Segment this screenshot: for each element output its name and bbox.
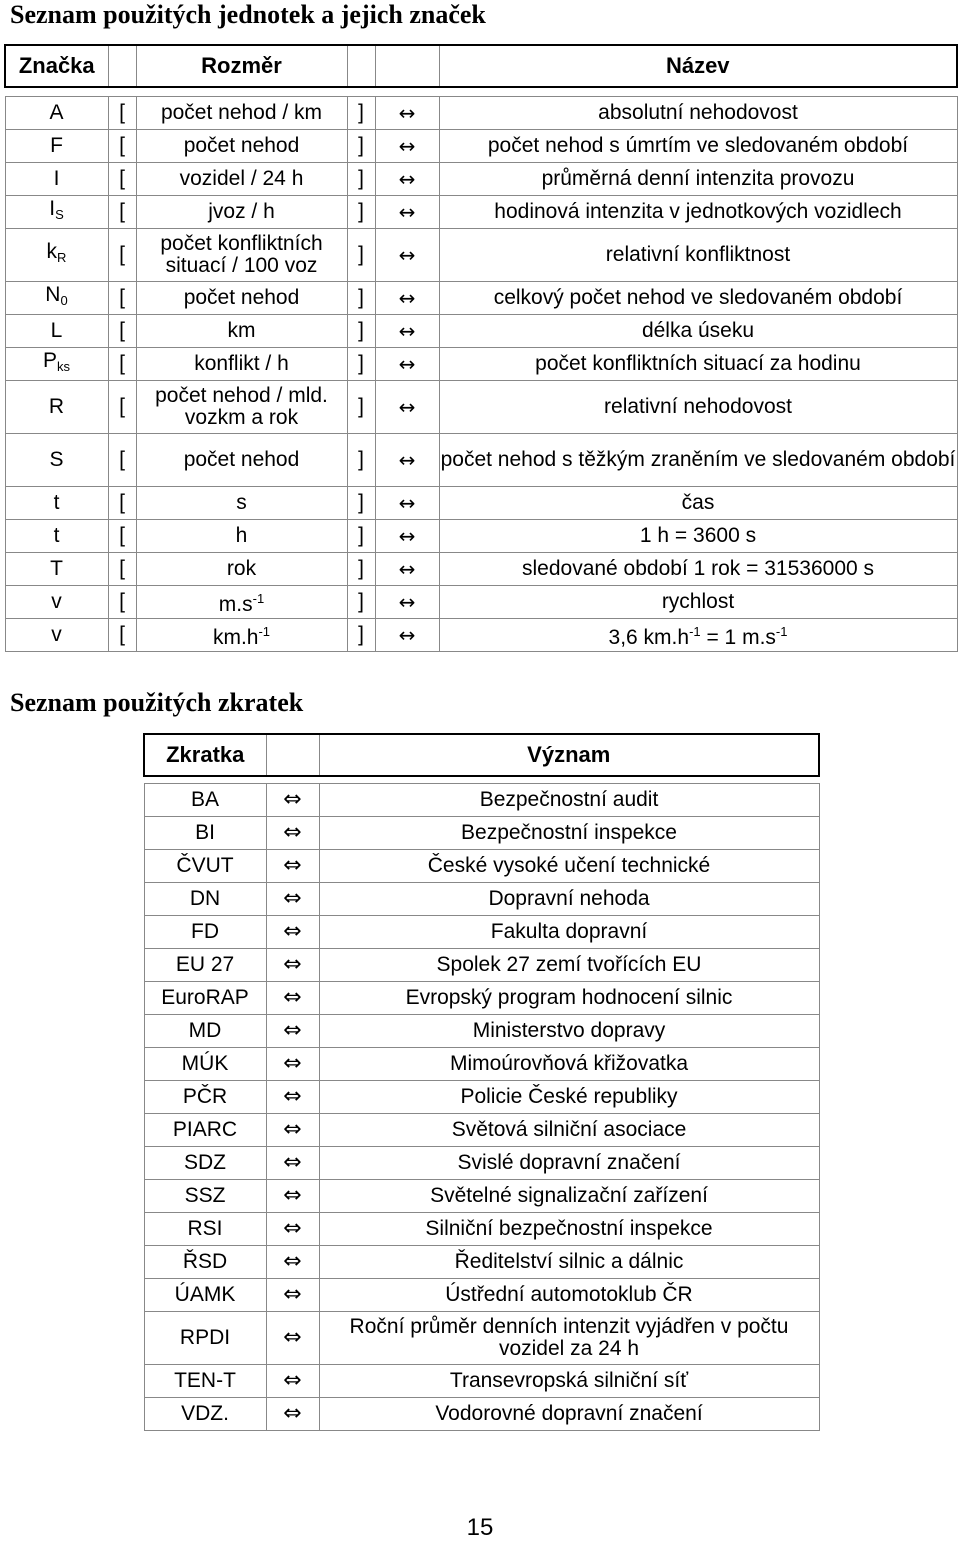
abbreviation: PČR — [144, 1081, 266, 1114]
double-arrow-icon: ⇔ — [266, 883, 319, 916]
abbreviation: RPDI — [144, 1312, 266, 1365]
abbreviation-meaning: Silniční bezpečnostní inspekce — [319, 1213, 819, 1246]
abbreviation: BI — [144, 817, 266, 850]
unit-name: počet konfliktních situací za hodinu — [439, 348, 957, 381]
unit-name: 3,6 $km.h^{-1} = 1$ $m.s^{-1}$ — [439, 619, 957, 652]
double-arrow-icon: ⇔ — [266, 1312, 319, 1365]
open-bracket: [ — [108, 586, 136, 619]
unit-symbol: $P_{ks}$ — [5, 348, 108, 381]
abbreviation-row — [144, 1312, 819, 1365]
abbreviation-meaning: Evropský program hodnocení silnic — [319, 982, 819, 1015]
unit-symbol: $I_S$ — [5, 196, 108, 229]
unit-name: absolutní nehodovost — [439, 97, 957, 130]
abbreviation: MD — [144, 1015, 266, 1048]
open-bracket: [ — [108, 619, 136, 652]
abbreviation-row — [144, 1365, 819, 1398]
unit-row — [5, 315, 957, 348]
abbreviation-row — [144, 1398, 819, 1431]
unit-name: počet nehod s těžkým zraněním ve sledovaném období — [439, 434, 957, 487]
abbreviation: ČVUT — [144, 850, 266, 883]
unit-symbol: F — [5, 130, 108, 163]
abbreviation-row — [144, 1015, 819, 1048]
abbreviation-meaning: Spolek 27 zemí tvořících EU — [319, 949, 819, 982]
abbreviation-meaning: Svislé dopravní značení — [319, 1147, 819, 1180]
abbreviation: DN — [144, 883, 266, 916]
abbreviation: PIARC — [144, 1114, 266, 1147]
abbreviation-row — [144, 1279, 819, 1312]
open-bracket: [ — [108, 520, 136, 553]
open-bracket: [ — [108, 315, 136, 348]
unit-dimension: počet nehod — [136, 282, 347, 315]
abbreviation: MÚK — [144, 1048, 266, 1081]
double-arrow-icon: ⇔ — [266, 1048, 319, 1081]
abbreviation-meaning: Transevropská silniční síť — [319, 1365, 819, 1398]
abbreviation-meaning: Bezpečnostní audit — [319, 784, 819, 817]
unit-name: celkový počet nehod ve sledovaném období — [439, 282, 957, 315]
abbreviation: TEN-T — [144, 1365, 266, 1398]
unit-symbol: v — [5, 619, 108, 652]
open-bracket: [ — [108, 282, 136, 315]
abbreviation: EU 27 — [144, 949, 266, 982]
unit-row — [5, 348, 957, 381]
abbreviation-row — [144, 1180, 819, 1213]
unit-symbol: S — [5, 434, 108, 487]
unit-dimension: vozidel / 24 h — [136, 163, 347, 196]
unit-dimension: konflikt / h — [136, 348, 347, 381]
close-bracket: ] — [347, 130, 375, 163]
abbreviation-meaning: Dopravní nehoda — [319, 883, 819, 916]
double-arrow-icon: ↔ — [375, 315, 439, 348]
double-arrow-icon: ⇔ — [266, 1114, 319, 1147]
abbreviation-row — [144, 916, 819, 949]
double-arrow-icon: ⇔ — [266, 1246, 319, 1279]
close-bracket: ] — [347, 434, 375, 487]
close-bracket: ] — [347, 348, 375, 381]
unit-name: délka úseku — [439, 315, 957, 348]
unit-name: čas — [439, 487, 957, 520]
abbreviation-row — [144, 883, 819, 916]
double-arrow-icon: ↔ — [375, 196, 439, 229]
abbreviation: VDZ. — [144, 1398, 266, 1431]
double-arrow-icon: ⇔ — [266, 850, 319, 883]
double-arrow-icon: ⇔ — [266, 1147, 319, 1180]
abbreviation: ÚAMK — [144, 1279, 266, 1312]
unit-dimension: $m.s^{-1}$ — [136, 586, 347, 619]
close-bracket: ] — [347, 619, 375, 652]
close-bracket: ] — [347, 163, 375, 196]
abbreviation-row — [144, 1114, 819, 1147]
abbreviation-meaning: Světová silniční asociace — [319, 1114, 819, 1147]
unit-symbol: $N_0$ — [5, 282, 108, 315]
header-abbreviation: Zkratka — [144, 734, 266, 776]
unit-dimension: počet nehod — [136, 434, 347, 487]
unit-dimension: $km.h^{-1}$ — [136, 619, 347, 652]
abbreviations-heading: Seznam použitých zkratek — [10, 688, 304, 717]
unit-name: hodinová intenzita v jednotkových vozidlech — [439, 196, 957, 229]
close-bracket: ] — [347, 229, 375, 282]
unit-dimension: počet nehod / mld. vozkm a rok — [136, 381, 347, 434]
open-bracket: [ — [108, 487, 136, 520]
unit-dimension: s — [136, 487, 347, 520]
unit-row — [5, 282, 957, 315]
open-bracket: [ — [108, 196, 136, 229]
double-arrow-icon: ⇔ — [266, 1180, 319, 1213]
unit-symbol: T — [5, 553, 108, 586]
unit-symbol: I — [5, 163, 108, 196]
unit-row — [5, 434, 957, 487]
unit-row — [5, 619, 957, 652]
unit-symbol: v — [5, 586, 108, 619]
abbreviation-meaning: Ředitelství silnic a dálnic — [319, 1246, 819, 1279]
unit-dimension: počet nehod — [136, 130, 347, 163]
open-bracket: [ — [108, 553, 136, 586]
unit-dimension: počet nehod / km — [136, 97, 347, 130]
double-arrow-icon: ↔ — [375, 282, 439, 315]
unit-dimension: rok — [136, 553, 347, 586]
double-arrow-icon: ⇔ — [266, 1279, 319, 1312]
unit-row — [5, 520, 957, 553]
double-arrow-icon: ↔ — [375, 487, 439, 520]
unit-row — [5, 97, 957, 130]
abbreviation-meaning: České vysoké učení technické — [319, 850, 819, 883]
double-arrow-icon: ↔ — [375, 619, 439, 652]
unit-row — [5, 196, 957, 229]
abbreviation-meaning: Bezpečnostní inspekce — [319, 817, 819, 850]
abbreviation-row — [144, 1081, 819, 1114]
open-bracket: [ — [108, 434, 136, 487]
double-arrow-icon: ⇔ — [266, 949, 319, 982]
double-arrow-icon: ↔ — [375, 130, 439, 163]
abbreviation-row — [144, 949, 819, 982]
unit-symbol: t — [5, 487, 108, 520]
abbreviation: SSZ — [144, 1180, 266, 1213]
header-dimension: Rozměr — [136, 45, 347, 87]
abbreviation-meaning: Mimoúrovňová křižovatka — [319, 1048, 819, 1081]
unit-name: rychlost — [439, 586, 957, 619]
double-arrow-icon: ⇔ — [266, 784, 319, 817]
unit-row — [5, 487, 957, 520]
unit-row — [5, 163, 957, 196]
abbreviation-row — [144, 784, 819, 817]
close-bracket: ] — [347, 381, 375, 434]
unit-row — [5, 586, 957, 619]
open-bracket: [ — [108, 229, 136, 282]
header-symbol: Značka — [5, 45, 108, 87]
double-arrow-icon: ↔ — [375, 520, 439, 553]
double-arrow-icon: ↔ — [375, 586, 439, 619]
abbreviation: BA — [144, 784, 266, 817]
unit-row — [5, 381, 957, 434]
close-bracket: ] — [347, 282, 375, 315]
abbreviation: ŘSD — [144, 1246, 266, 1279]
abbreviations-table — [143, 733, 820, 1431]
abbreviation-row — [144, 850, 819, 883]
unit-name: relativní konfliktnost — [439, 229, 957, 282]
double-arrow-icon: ⇔ — [266, 1398, 319, 1431]
abbreviation-row — [144, 817, 819, 850]
close-bracket: ] — [347, 97, 375, 130]
abbreviation: SDZ — [144, 1147, 266, 1180]
open-bracket: [ — [108, 163, 136, 196]
header-name: Název — [439, 45, 957, 87]
units-table — [4, 44, 958, 652]
abbreviation-row — [144, 982, 819, 1015]
abbreviation-meaning: Fakulta dopravní — [319, 916, 819, 949]
unit-name: průměrná denní intenzita provozu — [439, 163, 957, 196]
open-bracket: [ — [108, 381, 136, 434]
double-arrow-icon: ↔ — [375, 553, 439, 586]
double-arrow-icon: ↔ — [375, 381, 439, 434]
close-bracket: ] — [347, 586, 375, 619]
unit-dimension: jvoz / h — [136, 196, 347, 229]
open-bracket: [ — [108, 97, 136, 130]
double-arrow-icon: ↔ — [375, 163, 439, 196]
abbreviation: EuroRAP — [144, 982, 266, 1015]
abbreviation-meaning: Roční průměr denních intenzit vyjádřen v počtu vozidel za 24 h — [319, 1312, 819, 1365]
abbreviation-meaning: Policie České republiky — [319, 1081, 819, 1114]
double-arrow-icon: ↔ — [375, 434, 439, 487]
open-bracket: [ — [108, 130, 136, 163]
unit-name: relativní nehodovost — [439, 381, 957, 434]
close-bracket: ] — [347, 520, 375, 553]
abbreviation-meaning: Ústřední automotoklub ČR — [319, 1279, 819, 1312]
abbreviation-meaning: Vodorovné dopravní značení — [319, 1398, 819, 1431]
abbreviation: FD — [144, 916, 266, 949]
double-arrow-icon: ⇔ — [266, 817, 319, 850]
page-number: 15 — [466, 1514, 494, 1541]
unit-name: sledované období 1 rok = 31536000 s — [439, 553, 957, 586]
unit-row — [5, 553, 957, 586]
double-arrow-icon: ⇔ — [266, 916, 319, 949]
abbreviation-row — [144, 1147, 819, 1180]
double-arrow-icon: ↔ — [375, 97, 439, 130]
unit-symbol: L — [5, 315, 108, 348]
abbreviation-meaning: Ministerstvo dopravy — [319, 1015, 819, 1048]
abbreviation: RSI — [144, 1213, 266, 1246]
close-bracket: ] — [347, 315, 375, 348]
unit-dimension: km — [136, 315, 347, 348]
open-bracket: [ — [108, 348, 136, 381]
double-arrow-icon: ↔ — [375, 229, 439, 282]
header-meaning: Význam — [319, 734, 819, 776]
unit-symbol: $k_R$ — [5, 229, 108, 282]
abbreviation-row — [144, 1246, 819, 1279]
unit-name: 1 h = 3600 s — [439, 520, 957, 553]
unit-name: počet nehod s úmrtím ve sledovaném období — [439, 130, 957, 163]
unit-dimension: počet konfliktních situací / 100 voz — [136, 229, 347, 282]
abbreviation-row — [144, 1213, 819, 1246]
double-arrow-icon: ⇔ — [266, 1213, 319, 1246]
abbreviation-meaning: Světelné signalizační zařízení — [319, 1180, 819, 1213]
units-heading: Seznam použitých jednotek a jejich značek — [10, 0, 486, 29]
unit-symbol: A — [5, 97, 108, 130]
unit-dimension: h — [136, 520, 347, 553]
abbreviation-row — [144, 1048, 819, 1081]
unit-row — [5, 130, 957, 163]
double-arrow-icon: ⇔ — [266, 1081, 319, 1114]
unit-row — [5, 229, 957, 282]
close-bracket: ] — [347, 196, 375, 229]
double-arrow-icon: ⇔ — [266, 982, 319, 1015]
close-bracket: ] — [347, 487, 375, 520]
double-arrow-icon: ⇔ — [266, 1015, 319, 1048]
unit-symbol: R — [5, 381, 108, 434]
double-arrow-icon: ↔ — [375, 348, 439, 381]
unit-symbol: t — [5, 520, 108, 553]
close-bracket: ] — [347, 553, 375, 586]
double-arrow-icon: ⇔ — [266, 1365, 319, 1398]
